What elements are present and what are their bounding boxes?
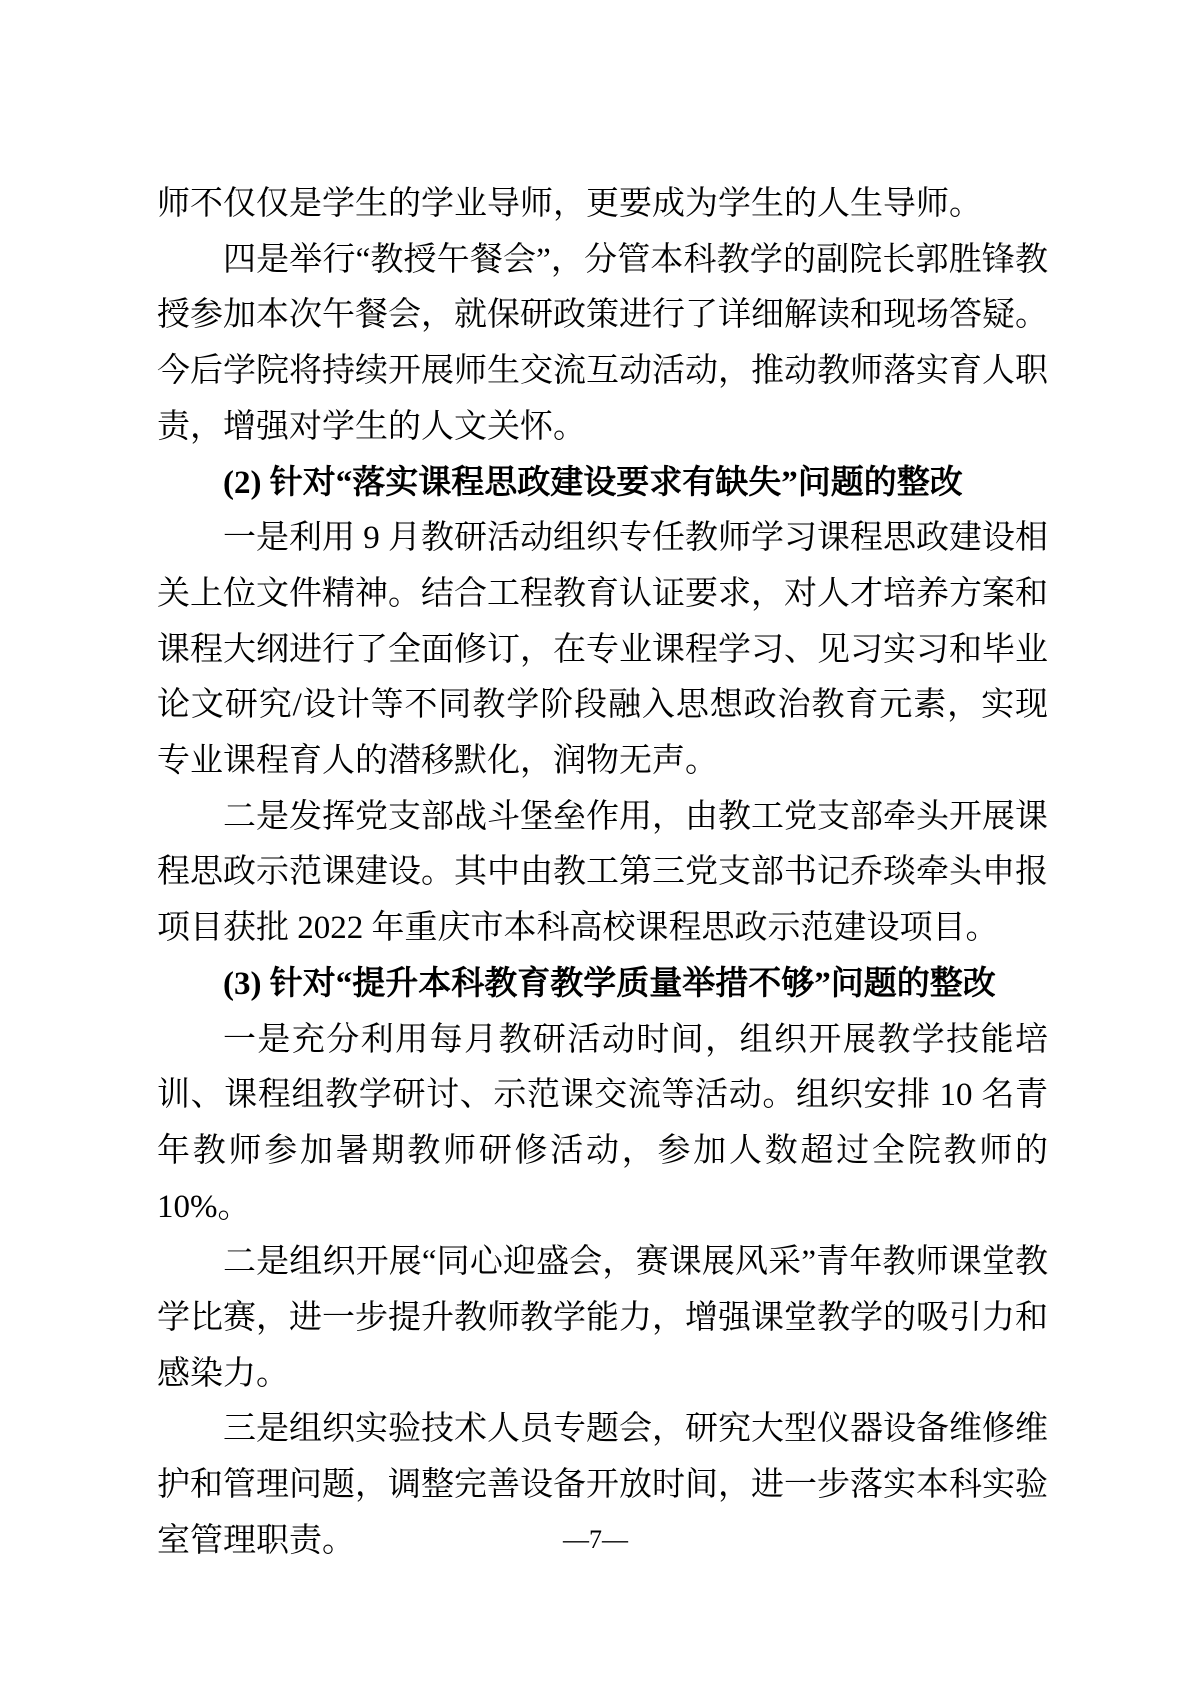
paragraph: 一是充分利用每月教研活动时间，组织开展教学技能培训、课程组教学研讨、示范课交流等活动。组织安排 10 名青年教师参加暑期教师研修活动，参加人数超过全院教师的 10%。: [157, 1021, 1048, 1225]
paragraph: 四是举行“教授午餐会”，分管本科教学的副院长郭胜锋教授参加本次午餐会，就保研政策进行了详细解读和现场答疑。今后学院将持续开展师生交流互动活动，推动教师落实育人职责，增强对学生的人文关怀。: [157, 241, 1048, 445]
paragraph: 二是组织开展“同心迎盛会，赛课展风采”青年教师课堂教学比赛，进一步提升教师教学能力，增强课堂教学的吸引力和感染力。: [157, 1244, 1048, 1392]
page-number: —7—: [563, 1525, 628, 1554]
section-heading: (2) 针对“落实课程思政建设要求有缺失”问题的整改: [223, 464, 963, 501]
paragraph: 二是发挥党支部战斗堡垒作用，由教工党支部牵头开展课程思政示范课建设。其中由教工第三党支部书记乔琰牵头申报项目获批 2022 年重庆市本科高校课程思政示范建设项目。: [157, 798, 1048, 947]
document-body: [157, 177, 1048, 1570]
section-heading: (3) 针对“提升本科教育教学质量举措不够”问题的整改: [223, 965, 996, 1002]
paragraph: 一是利用 9 月教研活动组织专任教师学习课程思政建设相关上位文件精神。结合工程教育认证要求，对人才培养方案和课程大纲进行了全面修订，在专业课程学习、见习实习和毕业论文研究/设计等不同教学阶段融入思想政治教育元素，实现专业课程育人的潜移默化，润物无声。: [157, 520, 1048, 780]
paragraph: 师不仅仅是学生的学业导师，更要成为学生的人生导师。: [157, 186, 982, 222]
paragraph: 三是组织实验技术人员专题会，研究大型仪器设备维修维护和管理问题，调整完善设备开放时间，进一步落实本科实验室管理职责。: [157, 1411, 1048, 1559]
